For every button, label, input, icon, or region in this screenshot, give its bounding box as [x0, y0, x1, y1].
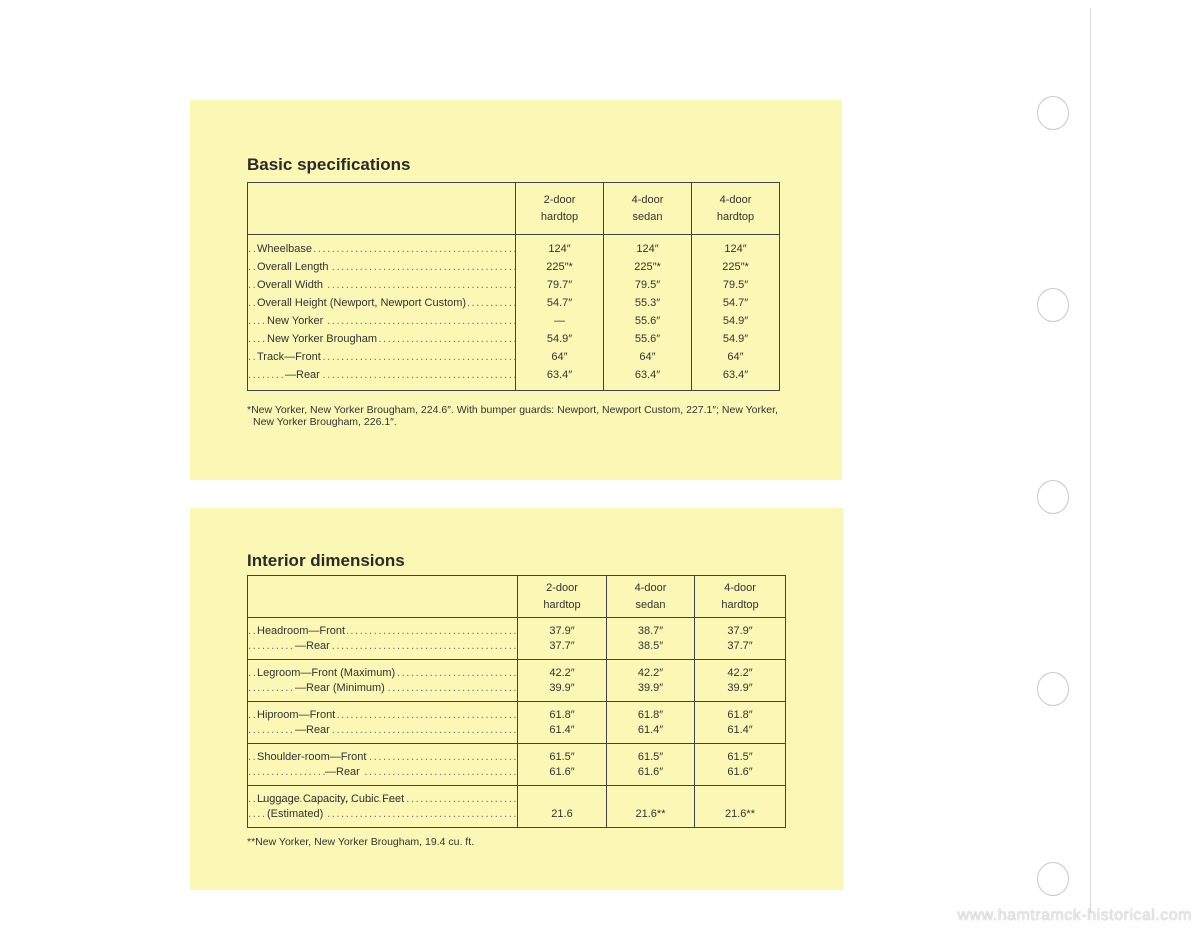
binder-hole [1037, 672, 1069, 706]
cell-value: 225″* [546, 261, 573, 273]
cell-value: 42.2″ 39.9″ [607, 660, 695, 702]
basic-specifications-title: Basic specifications [247, 155, 411, 174]
row-label: Overall Width ..... [248, 276, 515, 294]
header-4door-sedan: 4-door sedan [607, 576, 695, 618]
group-label: Hiproom—Front ..... —Rear ..... [248, 702, 518, 744]
cell-value: 124″ [548, 243, 571, 255]
binder-hole [1037, 96, 1069, 130]
cell-value: 79.5″ [634, 279, 661, 291]
cell-value: 64″ [551, 351, 568, 363]
values-4door-sedan [604, 235, 692, 391]
interior-dimensions-table [247, 575, 786, 828]
cell-value: 21.6** [607, 786, 695, 828]
cell-value: 54.7″ [546, 297, 573, 309]
table-header-row [248, 576, 786, 618]
row-label: Overall Length ..... [248, 258, 515, 276]
cell-value: 37.9″ 37.7″ [695, 618, 786, 660]
cell-value: 64″ [727, 351, 744, 363]
values-4door-hardtop [692, 235, 780, 391]
cell-value: 42.2″ 39.9″ [518, 660, 607, 702]
cell-value: 225″* [634, 261, 661, 273]
row-label: New Yorker Brougham ..... [248, 330, 515, 348]
group-label: Headroom—Front ..... —Rear ..... [248, 618, 518, 660]
cell-value: 79.7″ [546, 279, 573, 291]
label-column [248, 235, 516, 391]
cell-value: 64″ [639, 351, 656, 363]
cell-value: 21.6 [518, 786, 607, 828]
group-label: Luggage Capacity, Cubic Feet ..... (Estimated) ..... [248, 786, 518, 828]
cell-value: 54.9″ [722, 315, 749, 327]
cell-value: 38.7″ 38.5″ [607, 618, 695, 660]
basic-specifications-panel [190, 100, 842, 480]
header-4door-hardtop: 4-door hardtop [695, 576, 786, 618]
row-label: Wheelbase ..... [248, 240, 515, 258]
header-blank [248, 183, 516, 235]
table-body [248, 235, 780, 391]
basic-specifications-table [247, 182, 780, 391]
row-label: Track—Front ..... [248, 348, 515, 366]
cell-value: 37.9″ 37.7″ [518, 618, 607, 660]
table-row [248, 744, 786, 786]
cell-value: 225″* [722, 261, 749, 273]
table-row [248, 786, 786, 828]
cell-value: 61.8″ 61.4″ [518, 702, 607, 744]
values-2door-hardtop [516, 235, 604, 391]
header-4door-sedan: 4-door sedan [604, 183, 692, 235]
binder-hole [1037, 288, 1069, 322]
table-row [248, 660, 786, 702]
header-2door-hardtop: 2-door hardtop [516, 183, 604, 235]
group-label: Shoulder-room—Front ..... —Rear ..... [248, 744, 518, 786]
cell-value: 54.9″ [546, 333, 573, 345]
header-4door-hardtop: 4-door hardtop [692, 183, 780, 235]
cell-value: 61.5″ 61.6″ [695, 744, 786, 786]
cell-value: 63.4″ [722, 369, 749, 381]
row-label: Overall Height (Newport, Newport Custom) ..... [248, 294, 515, 312]
binder-hole [1037, 480, 1069, 514]
cell-value: 21.6** [695, 786, 786, 828]
interior-footnote: **New Yorker, New Yorker Brougham, 19.4 cu. ft. [247, 836, 475, 848]
cell-value: 54.7″ [722, 297, 749, 309]
cell-value: — [554, 315, 565, 327]
interior-dimensions-title: Interior dimensions [247, 551, 405, 570]
cell-value: 42.2″ 39.9″ [695, 660, 786, 702]
watermark: www.hamtramck-historical.com [957, 907, 1192, 924]
cell-value: 55.3″ [634, 297, 661, 309]
cell-value: 61.5″ 61.6″ [518, 744, 607, 786]
page-edge [1090, 8, 1091, 913]
cell-value: 61.8″ 61.4″ [607, 702, 695, 744]
cell-value: 55.6″ [634, 333, 661, 345]
table-row [248, 618, 786, 660]
cell-value: 61.5″ 61.6″ [607, 744, 695, 786]
group-label: Legroom—Front (Maximum) ..... —Rear (Minimum) ..... [248, 660, 518, 702]
binder-hole [1037, 862, 1069, 896]
row-label: —Rear ..... [248, 366, 515, 384]
basic-footnote: *New Yorker, New Yorker Brougham, 224.6″. With bumper guards: Newport, Newport Custom, 227.1″; New Yorker, New Yorker Brougham, 226.1″. [247, 404, 778, 428]
cell-value: 63.4″ [634, 369, 661, 381]
cell-value: 54.9″ [722, 333, 749, 345]
table-header-row [248, 183, 780, 235]
cell-value: 61.8″ 61.4″ [695, 702, 786, 744]
cell-value: 79.5″ [722, 279, 749, 291]
header-2door-hardtop: 2-door hardtop [518, 576, 607, 618]
cell-value: 63.4″ [546, 369, 573, 381]
interior-dimensions-panel [190, 508, 843, 890]
table-row [248, 702, 786, 744]
cell-value: 124″ [724, 243, 747, 255]
cell-value: 124″ [636, 243, 659, 255]
cell-value: 55.6″ [634, 315, 661, 327]
header-blank [248, 576, 518, 618]
row-label: New Yorker ..... [248, 312, 515, 330]
